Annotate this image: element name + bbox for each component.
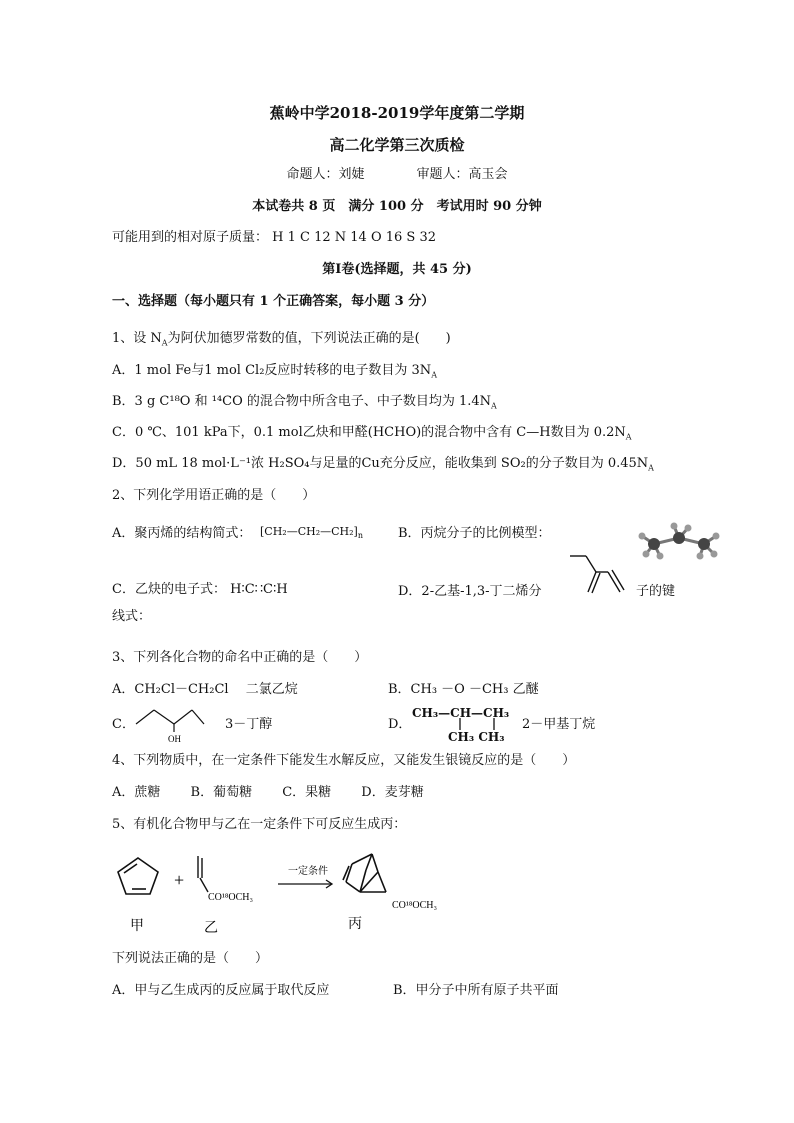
q3-option-b: B．CH₃ －O －CH₃ 乙醚	[388, 682, 539, 697]
q1-d-sub: A	[648, 463, 654, 473]
exam-title: 高二化学第三次质检	[329, 136, 465, 154]
q1-option-c	[112, 424, 632, 442]
butadiene-skeletal-figure	[562, 550, 632, 600]
q1-option-d	[112, 455, 654, 473]
q1-stem-a: 1、设 N	[112, 331, 162, 346]
school-title: 蕉岭中学2018-2019学年度第二学期	[269, 104, 525, 122]
q3-option-d-name: 2－甲基丁烷	[522, 717, 596, 732]
plus-sign: +	[174, 870, 185, 890]
q1-c-text: C．0 ℃、101 kPa下，0.1 mol乙炔和甲醛(HCHO)的混合物中含有 C—H数目为 0.2N	[112, 425, 626, 440]
q5-option-b: B．甲分子中所有原子共平面	[393, 983, 559, 998]
label-bing: 丙	[348, 917, 362, 932]
methylbutane-branches: CH₃ CH₃	[448, 730, 505, 744]
q2-option-d-wrap: 线式：	[112, 609, 152, 624]
polypropylene-formula	[260, 523, 363, 541]
propane-model-figure	[632, 522, 727, 562]
q4-options: A．蔗糖 B．葡萄糖 C．果糖 D．麦芽糖	[112, 785, 424, 800]
section-title: 一、选择题（每小题只有 1 个正确答案，每小题 3 分）	[112, 294, 435, 309]
butanol-skeletal-figure	[132, 702, 212, 744]
polypropylene-formula-text: [CH₂—CH₂—CH₂]	[260, 525, 358, 538]
q3-option-a: A．CH₂Cl－CH₂Cl 二氯乙烷	[112, 682, 298, 697]
methylbutane-main-chain: CH₃—CH—CH₃	[412, 706, 510, 720]
q2-option-d: D．2-乙基-1,3-丁二烯分	[398, 584, 542, 599]
authors: 命题人：刘婕 审题人：高玉会	[286, 167, 508, 182]
volume-title: 第Ⅰ卷(选择题，共 45 分)	[322, 262, 472, 277]
polypropylene-n: n	[357, 531, 363, 541]
arrow-label: 一定条件	[288, 866, 328, 877]
q2-option-d-tail: 子的键	[636, 584, 676, 599]
atomic-mass: 可能用到的相对原子质量： H 1 C 12 N 14 O 16 S 32	[112, 230, 436, 245]
q2-option-a: A．聚丙烯的结构简式：	[112, 526, 252, 541]
q3-stem: 3、下列各化合物的命名中正确的是（ ）	[112, 650, 368, 665]
ester-bing: CO¹⁸OCH₃	[392, 900, 437, 911]
q1-d-text: D．50 mL 18 mol·L⁻¹浓 H₂SO₄与足量的Cu充分反应，能收集到 SO₂的分子数目为 0.45N	[112, 456, 649, 471]
q5-option-a: A．甲与乙生成丙的反应属于取代反应	[112, 983, 330, 998]
q1-a-sub: A	[431, 370, 437, 380]
butanol-oh-label: OH	[168, 734, 181, 744]
q1-b-sub: A	[491, 401, 497, 411]
q1-option-b	[112, 393, 497, 411]
exam-info: 本试卷共 8 页 满分 100 分 考试用时 90 分钟	[252, 199, 542, 214]
label-yi: 乙	[204, 921, 218, 936]
q3-option-c-name: 3－丁醇	[225, 717, 273, 732]
q5-reaction-scheme	[110, 842, 470, 938]
q2-option-c: C．乙炔的电子式： H∶C∷C∶H	[112, 582, 288, 597]
q1-stem	[112, 330, 451, 348]
q1-stem-sub: A	[161, 338, 168, 348]
q1-option-a	[112, 362, 437, 380]
q3-option-c: C．	[112, 717, 135, 732]
q2-stem: 2、下列化学用语正确的是（ ）	[112, 488, 316, 503]
ester-yi: CO¹⁸OCH₃	[208, 892, 253, 903]
q5-stem: 5、有机化合物甲与乙在一定条件下可反应生成丙：	[112, 817, 407, 832]
q1-b-text: B．3 g C¹⁸O 和 ¹⁴CO 的混合物中所含电子、中子数目均为 1.4N	[112, 394, 492, 409]
q1-stem-b: 为阿伏加德罗常数的值，下列说法正确的是( )	[167, 331, 451, 346]
q3-option-d: D．	[388, 717, 412, 732]
label-jia: 甲	[130, 919, 144, 934]
q1-c-sub: A	[625, 432, 632, 442]
q1-a-text: A．1 mol Fe与1 mol Cl₂反应时转移的电子数目为 3N	[112, 363, 432, 378]
q5-prompt: 下列说法正确的是（ ）	[112, 951, 269, 966]
q4-stem: 4、下列物质中，在一定条件下能发生水解反应，又能发生银镜反应的是（ ）	[112, 753, 576, 768]
q2-option-b: B．丙烷分子的比例模型：	[398, 526, 551, 541]
